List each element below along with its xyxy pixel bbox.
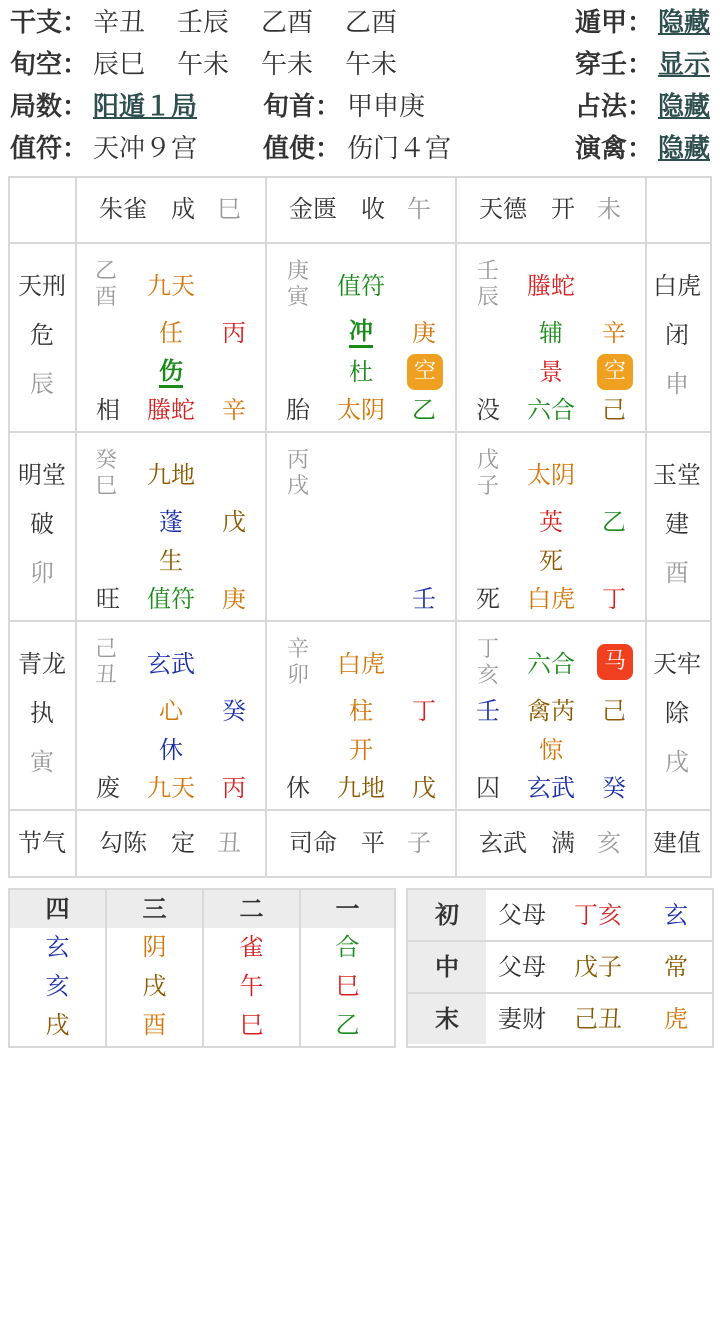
palace-dui[interactable] <box>457 433 647 622</box>
lesson-col-1-head: 一 <box>301 890 394 928</box>
lesson-col-3-general: 阴 <box>142 933 167 961</box>
palace-qian-state: 囚 <box>476 774 500 802</box>
xunkong-month: 午未 <box>177 50 230 80</box>
palace-xun-state: 相 <box>96 396 120 424</box>
left-branch-3: 寅 <box>30 748 54 776</box>
xunshou-value: 甲申庚 <box>347 92 426 122</box>
lesson-col-2-head: 二 <box>204 890 299 928</box>
palace-qian-horse-badge: 马 <box>597 644 633 680</box>
right-officer-1: 闭 <box>665 321 689 349</box>
palace-zhen-earth-stem: 庚 <box>222 585 246 613</box>
palace-kan[interactable] <box>267 622 457 811</box>
top-officer-3: 开 <box>551 195 575 223</box>
zhifu-label: 值符： <box>10 134 89 164</box>
palace-qian-stem-top: 丁 <box>476 637 499 662</box>
palace-kan-heaven-stem: 丁 <box>412 697 436 725</box>
right-branch-2: 酉 <box>665 559 689 587</box>
transmission-initial-relation: 父母 <box>498 901 546 929</box>
palace-zhen-stem-top: 癸 <box>94 448 117 473</box>
ganzhi-month: 壬辰 <box>177 8 230 38</box>
bottom-officer-1: 定 <box>171 829 195 857</box>
right-cell-2 <box>647 433 710 622</box>
palace-dui-star: 英 <box>539 508 563 536</box>
bottom-cell-2 <box>267 811 457 876</box>
palace-li-state: 胎 <box>286 396 310 424</box>
palace-qian-deity: 六合 <box>527 650 575 678</box>
left-officer-3: 执 <box>30 699 54 727</box>
ganzhi-hour: 乙酉 <box>345 8 398 38</box>
palace-qian[interactable] <box>457 622 647 811</box>
palace-kun-heaven-stem: 辛 <box>602 319 626 347</box>
lesson-col-4-upper: 亥 <box>45 972 70 1000</box>
palace-xun-deity: 九天 <box>147 272 195 300</box>
left-branch-2: 卯 <box>30 559 54 587</box>
palace-kun[interactable] <box>457 244 647 433</box>
palace-li-earth-stem: 乙 <box>412 396 436 424</box>
ganzhi-year: 辛丑 <box>93 8 146 38</box>
header-row-xunkong <box>0 42 720 84</box>
palace-xun-star: 任 <box>159 319 183 347</box>
palace-dui-door: 死 <box>539 547 563 575</box>
right-god-3: 天牢 <box>653 650 701 678</box>
lesson-col-1-upper: 巳 <box>335 972 360 1000</box>
bottom-cell-1 <box>77 811 267 876</box>
xunkong-hour: 午未 <box>345 50 398 80</box>
corner-bottom-right <box>647 811 710 876</box>
bottom-cell-3 <box>457 811 647 876</box>
palace-li-deity: 值符 <box>337 272 385 300</box>
palace-kan-earth-stem: 戊 <box>412 774 436 802</box>
palace-dui-earth-stem: 丁 <box>602 585 626 613</box>
transmission-final-general: 虎 <box>664 1005 688 1033</box>
corner-top-right <box>647 178 710 244</box>
palace-zhen-deity: 九地 <box>147 461 195 489</box>
bottom-officer-2: 平 <box>361 829 385 857</box>
palace-kun-deity: 螣蛇 <box>527 272 575 300</box>
palace-center-earth-stem: 壬 <box>412 585 436 613</box>
transmission-row-middle <box>408 942 712 994</box>
lesson-col-3-lower: 酉 <box>142 1011 167 1039</box>
right-officer-2: 建 <box>665 510 689 538</box>
palace-qian-star: 禽芮 <box>527 697 575 725</box>
palace-xun-heaven-stem: 丙 <box>222 319 246 347</box>
palace-kun-empty-badge: 空 <box>597 354 633 390</box>
yanqin-toggle-link[interactable]: 隐藏 <box>658 134 711 164</box>
lesson-col-2 <box>204 890 301 1046</box>
palace-li-stem-bottom: 寅 <box>286 285 309 310</box>
top-cell-2 <box>267 178 457 244</box>
corner-br-label: 建值 <box>653 829 701 857</box>
palace-kun-lower-deity: 六合 <box>527 396 575 424</box>
palace-li-empty-badge: 空 <box>407 354 443 390</box>
palace-qian-earth-stem: 癸 <box>602 774 626 802</box>
chuanren-label: 穿壬： <box>575 50 654 80</box>
palace-zhen-heaven-stem: 戊 <box>222 508 246 536</box>
jushu-label: 局数： <box>10 92 89 122</box>
palace-center-stem-bottom: 戌 <box>286 474 309 499</box>
lesson-col-4-lower: 戌 <box>45 1011 70 1039</box>
lesson-col-1 <box>301 890 394 1046</box>
zhanfa-toggle-link[interactable]: 隐藏 <box>658 92 711 122</box>
right-branch-3: 戌 <box>665 748 689 776</box>
dunjia-label: 遁甲： <box>575 8 654 38</box>
xunkong-label: 旬空： <box>10 50 89 80</box>
header-row-jushu <box>0 84 720 126</box>
three-transmissions-table <box>406 888 714 1048</box>
palace-kan-state: 休 <box>286 774 310 802</box>
palace-kan-stem-bottom: 卯 <box>286 663 309 688</box>
transmission-final-head: 末 <box>408 994 486 1044</box>
palace-xun-stem-bottom: 酉 <box>94 285 117 310</box>
palace-kun-stem-bottom: 辰 <box>476 285 499 310</box>
palace-kun-door: 景 <box>539 358 563 386</box>
palace-gen-deity: 玄武 <box>147 650 195 678</box>
top-god-1: 朱雀 <box>99 195 147 223</box>
transmission-middle-ganzhi: 戊子 <box>574 953 622 981</box>
palace-zhen-stem-bottom: 巳 <box>94 474 117 499</box>
palace-kan-lower-deity: 九地 <box>337 774 385 802</box>
transmission-row-initial <box>408 890 712 942</box>
lesson-col-4-general: 玄 <box>45 933 70 961</box>
palace-dui-state: 死 <box>476 585 500 613</box>
palace-zhen[interactable] <box>77 433 267 622</box>
bottom-branch-1: 丑 <box>217 829 241 857</box>
palace-kan-star: 柱 <box>349 697 373 725</box>
top-branch-3: 未 <box>597 195 621 223</box>
top-branch-2: 午 <box>407 195 431 223</box>
palace-gen-stem-top: 己 <box>94 637 117 662</box>
palace-qian-stem-bottom: 亥 <box>476 663 499 688</box>
palace-xun-earth-stem: 辛 <box>222 396 246 424</box>
lesson-col-1-general: 合 <box>335 933 360 961</box>
four-lessons-table <box>8 888 396 1048</box>
palace-gen-earth-stem: 丙 <box>222 774 246 802</box>
chuanren-toggle-link[interactable]: 显示 <box>658 50 711 80</box>
palace-center-stem-top: 丙 <box>286 448 309 473</box>
left-cell-3 <box>10 622 77 811</box>
palace-xun-door: 伤 <box>159 357 183 388</box>
lesson-col-3-head: 三 <box>107 890 202 928</box>
bottom-god-2: 司命 <box>289 829 337 857</box>
zhifu-value: 天冲９宫 <box>93 134 198 164</box>
bottom-branch-3: 亥 <box>597 829 621 857</box>
palace-li-stem-top: 庚 <box>286 259 309 284</box>
xunkong-year: 辰巳 <box>93 50 146 80</box>
zhanfa-label: 占法： <box>575 92 654 122</box>
right-cell-1 <box>647 244 710 433</box>
yanqin-label: 演禽： <box>575 134 654 164</box>
top-officer-1: 成 <box>171 195 195 223</box>
corner-bl-label: 节气 <box>18 829 66 857</box>
palace-gen[interactable] <box>77 622 267 811</box>
transmission-middle-relation: 父母 <box>498 953 546 981</box>
palace-gen-stem-bottom: 丑 <box>94 663 117 688</box>
bottom-officer-3: 满 <box>551 829 575 857</box>
left-god-3: 青龙 <box>18 650 66 678</box>
transmission-final-ganzhi: 己丑 <box>574 1005 622 1033</box>
top-branch-1: 巳 <box>217 195 241 223</box>
palace-kan-stem-top: 辛 <box>286 637 309 662</box>
transmission-middle-general: 常 <box>664 953 688 981</box>
right-cell-3 <box>647 622 710 811</box>
transmission-middle-head: 中 <box>408 942 486 992</box>
palace-dui-stem-bottom: 子 <box>476 474 499 499</box>
bottom-branch-2: 子 <box>407 829 431 857</box>
palace-zhen-star: 蓬 <box>159 508 183 536</box>
palace-xun-lower-deity: 螣蛇 <box>147 396 195 424</box>
dunjia-toggle-link[interactable]: 隐藏 <box>658 8 711 38</box>
palace-dui-lower-deity: 白虎 <box>527 585 575 613</box>
top-cell-3 <box>457 178 647 244</box>
lesson-col-2-lower: 巳 <box>239 1011 264 1039</box>
transmission-initial-head: 初 <box>408 890 486 940</box>
left-god-2: 明堂 <box>18 461 66 489</box>
lesson-col-1-lower: 乙 <box>335 1011 360 1039</box>
palace-zhen-state: 旺 <box>96 585 120 613</box>
palace-center[interactable] <box>267 433 457 622</box>
right-officer-3: 除 <box>665 699 689 727</box>
bottom-god-3: 玄武 <box>479 829 527 857</box>
palace-qian-door: 惊 <box>539 736 563 764</box>
left-god-1: 天刑 <box>18 272 66 300</box>
xunkong-day: 午未 <box>261 50 314 80</box>
palace-dui-deity: 太阴 <box>527 461 575 489</box>
palace-qian-lower-deity: 玄武 <box>527 774 575 802</box>
right-god-1: 白虎 <box>653 272 701 300</box>
palace-kan-deity: 白虎 <box>337 650 385 678</box>
right-branch-1: 申 <box>665 370 689 398</box>
palace-zhen-lower-deity: 值符 <box>147 585 195 613</box>
corner-top-left <box>10 178 77 244</box>
lesson-col-2-upper: 午 <box>239 972 264 1000</box>
palace-gen-heaven-stem: 癸 <box>222 697 246 725</box>
ganzhi-day: 乙酉 <box>261 8 314 38</box>
transmission-row-final <box>408 994 712 1046</box>
lesson-col-4-head: 四 <box>10 890 105 928</box>
lesson-col-4 <box>10 890 107 1046</box>
palace-kun-stem-top: 壬 <box>476 259 499 284</box>
lesson-col-2-general: 雀 <box>239 933 264 961</box>
palace-gen-door: 休 <box>159 736 183 764</box>
palace-li[interactable] <box>267 244 457 433</box>
xunshou-label: 旬首： <box>263 92 342 122</box>
left-branch-1: 辰 <box>30 370 54 398</box>
ganzhi-label: 干支： <box>10 8 89 38</box>
left-officer-1: 危 <box>30 321 54 349</box>
transmission-initial-general: 玄 <box>664 901 688 929</box>
lesson-col-3-upper: 戌 <box>142 972 167 1000</box>
header-row-ganzhi <box>0 0 720 42</box>
palace-gen-state: 废 <box>96 774 120 802</box>
palace-qian-heaven-stem: 己 <box>602 697 626 725</box>
palace-qian-left-stem: 壬 <box>476 697 500 725</box>
top-god-2: 金匮 <box>289 195 337 223</box>
header-row-zhifu <box>0 126 720 168</box>
transmission-final-relation: 妻财 <box>498 1005 546 1033</box>
palace-kan-door: 开 <box>349 736 373 764</box>
top-officer-2: 收 <box>361 195 385 223</box>
palace-xun[interactable] <box>77 244 267 433</box>
palace-gen-star: 心 <box>159 697 183 725</box>
zhishi-value: 伤门４宫 <box>347 134 452 164</box>
palace-kun-earth-stem: 己 <box>602 396 626 424</box>
palace-li-heaven-stem: 庚 <box>412 319 436 347</box>
palace-li-lower-deity: 太阴 <box>337 396 385 424</box>
zhishi-label: 值使： <box>263 134 342 164</box>
transmission-initial-ganzhi: 丁亥 <box>574 901 622 929</box>
palace-dui-heaven-stem: 乙 <box>602 508 626 536</box>
top-cell-1 <box>77 178 267 244</box>
qimen-chart-grid <box>8 176 712 878</box>
corner-bottom-left <box>10 811 77 876</box>
top-god-3: 天德 <box>479 195 527 223</box>
palace-xun-stem-top: 乙 <box>94 259 117 284</box>
right-god-2: 玉堂 <box>653 461 701 489</box>
palace-zhen-door: 生 <box>159 547 183 575</box>
jushu-link[interactable]: 阳遁１局 <box>93 92 198 122</box>
left-officer-2: 破 <box>30 510 54 538</box>
palace-dui-stem-top: 戊 <box>476 448 499 473</box>
bottom-god-1: 勾陈 <box>99 829 147 857</box>
palace-gen-lower-deity: 九天 <box>147 774 195 802</box>
palace-li-star: 冲 <box>349 317 373 348</box>
palace-kun-state: 没 <box>476 396 500 424</box>
palace-li-door: 杜 <box>349 358 373 386</box>
left-cell-1 <box>10 244 77 433</box>
lesson-col-3 <box>107 890 204 1046</box>
left-cell-2 <box>10 433 77 622</box>
palace-kun-star: 辅 <box>539 319 563 347</box>
